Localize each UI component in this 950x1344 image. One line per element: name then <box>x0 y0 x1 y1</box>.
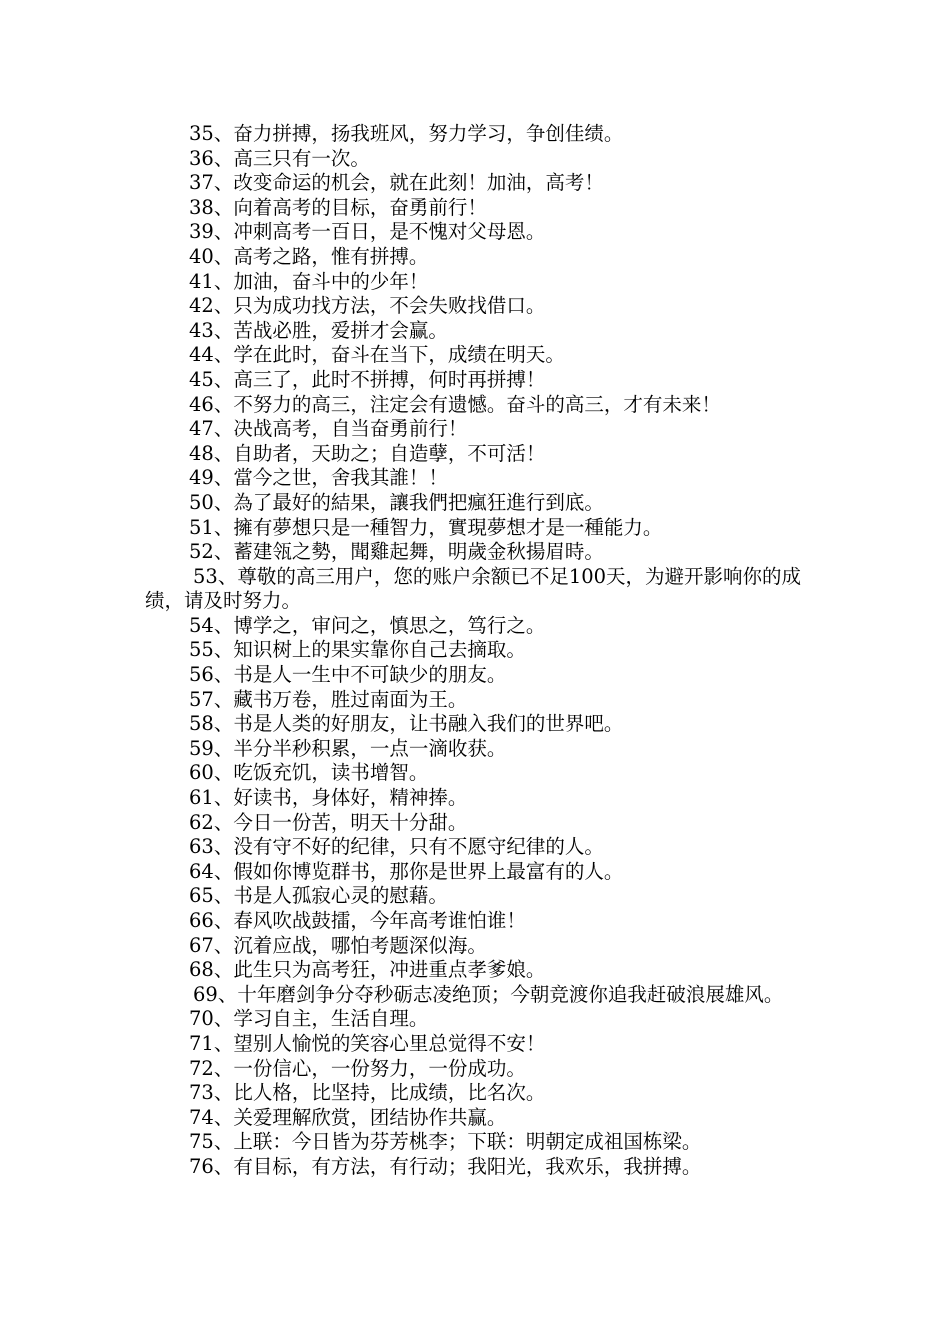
text-line: 74、关爱理解欣赏，团结协作共赢。 <box>189 1105 507 1129</box>
text-line: 45、高三了，此时不拼搏，何时再拼搏！ <box>189 367 546 391</box>
text-line: 75、上联：今日皆为芬芳桃李；下联：明朝定成祖国栋梁。 <box>189 1130 702 1154</box>
text-line: 57、藏书万卷，胜过南面为王。 <box>189 687 468 711</box>
document-body <box>145 122 810 1180</box>
text-line: 50、為了最好的結果，讓我們把瘋狂進行到底。 <box>189 490 604 514</box>
text-line: 68、此生只为高考狂，冲进重点孝爹娘。 <box>189 958 546 982</box>
text-line: 66、春风吹战鼓擂，今年高考谁怕谁！ <box>189 909 526 932</box>
text-line: 64、假如你博览群书，那你是世界上最富有的人。 <box>189 859 624 883</box>
text-line: 47、决战高考，自当奋勇前行！ <box>189 417 468 441</box>
text-line: 71、望别人愉悦的笑容心里总觉得不安！ <box>189 1031 546 1055</box>
text-line: 35、奋力拼搏，扬我班风，努力学习，争创佳绩。 <box>189 122 624 145</box>
text-line: 37、改变命运的机会，就在此刻！加油，高考！ <box>189 171 604 195</box>
text-line: 52、蓄建瓴之勢，聞雞起舞，明歲金秋揚眉時。 <box>189 540 604 564</box>
text-line: 40、高考之路，惟有拼搏。 <box>189 244 429 268</box>
text-line: 62、今日一份苦，明天十分甜。 <box>189 810 468 834</box>
text-line: 44、学在此时，奋斗在当下，成绩在明天。 <box>189 343 565 367</box>
text-line: 63、没有守不好的纪律，只有不愿守纪律的人。 <box>189 835 604 859</box>
text-line: 48、自助者，天助之；自造孽，不可活！ <box>189 441 546 465</box>
text-line: 76、有目标，有方法，有行动；我阳光，我欢乐，我拼搏。 <box>189 1154 702 1178</box>
text-line: 65、书是人孤寂心灵的慰藉。 <box>189 884 448 908</box>
text-line: 49、當今之世，舍我其誰！！ <box>189 466 448 490</box>
text-line: 51、擁有夢想只是一種智力，實現夢想才是一種能力。 <box>189 515 663 539</box>
text-line: 43、苦战必胜，爱拼才会赢。 <box>189 318 448 342</box>
text-line: 72、一份信心，一份努力，一份成功。 <box>189 1056 526 1080</box>
text-line: 54、博学之，审问之，慎思之，笃行之。 <box>189 613 546 637</box>
text-line: 73、比人格，比坚持，比成绩，比名次。 <box>189 1081 546 1105</box>
text-line: 70、学习自主，生活自理。 <box>189 1007 429 1031</box>
text-line: 39、冲刺高考一百日，是不愧对父母恩。 <box>189 220 546 244</box>
text-line: 58、书是人类的好朋友，让书融入我们的世界吧。 <box>189 712 624 736</box>
text-line: 55、知识树上的果实靠你自己去摘取。 <box>189 638 526 662</box>
text-line: 46、不努力的高三，注定会有遗憾。奋斗的高三，才有未来！ <box>189 392 721 416</box>
text-line: 61、好读书，身体好，精神捧。 <box>189 786 468 810</box>
text-line: 53、尊敬的高三用户，您的账户余额已不足100天，为避开影响你的成绩，请及时努力。 <box>145 564 802 613</box>
text-line: 38、向着高考的目标，奋勇前行！ <box>189 195 487 219</box>
text-line: 42、只为成功找方法，不会失败找借口。 <box>189 294 546 318</box>
text-line: 56、书是人一生中不可缺少的朋友。 <box>189 663 507 687</box>
text-line: 36、高三只有一次。 <box>189 146 370 170</box>
text-line: 69、十年磨剑争分夺秒砺志凌绝顶；今朝竞渡你追我赶破浪展雄风。 <box>193 982 784 1006</box>
text-line: 60、吃饭充饥，读书增智。 <box>189 761 429 785</box>
text-line: 67、沉着应战，哪怕考题深似海。 <box>189 933 487 957</box>
text-line: 41、加油，奋斗中的少年！ <box>189 269 429 293</box>
text-line: 59、半分半秒积累，一点一滴收获。 <box>189 736 507 760</box>
